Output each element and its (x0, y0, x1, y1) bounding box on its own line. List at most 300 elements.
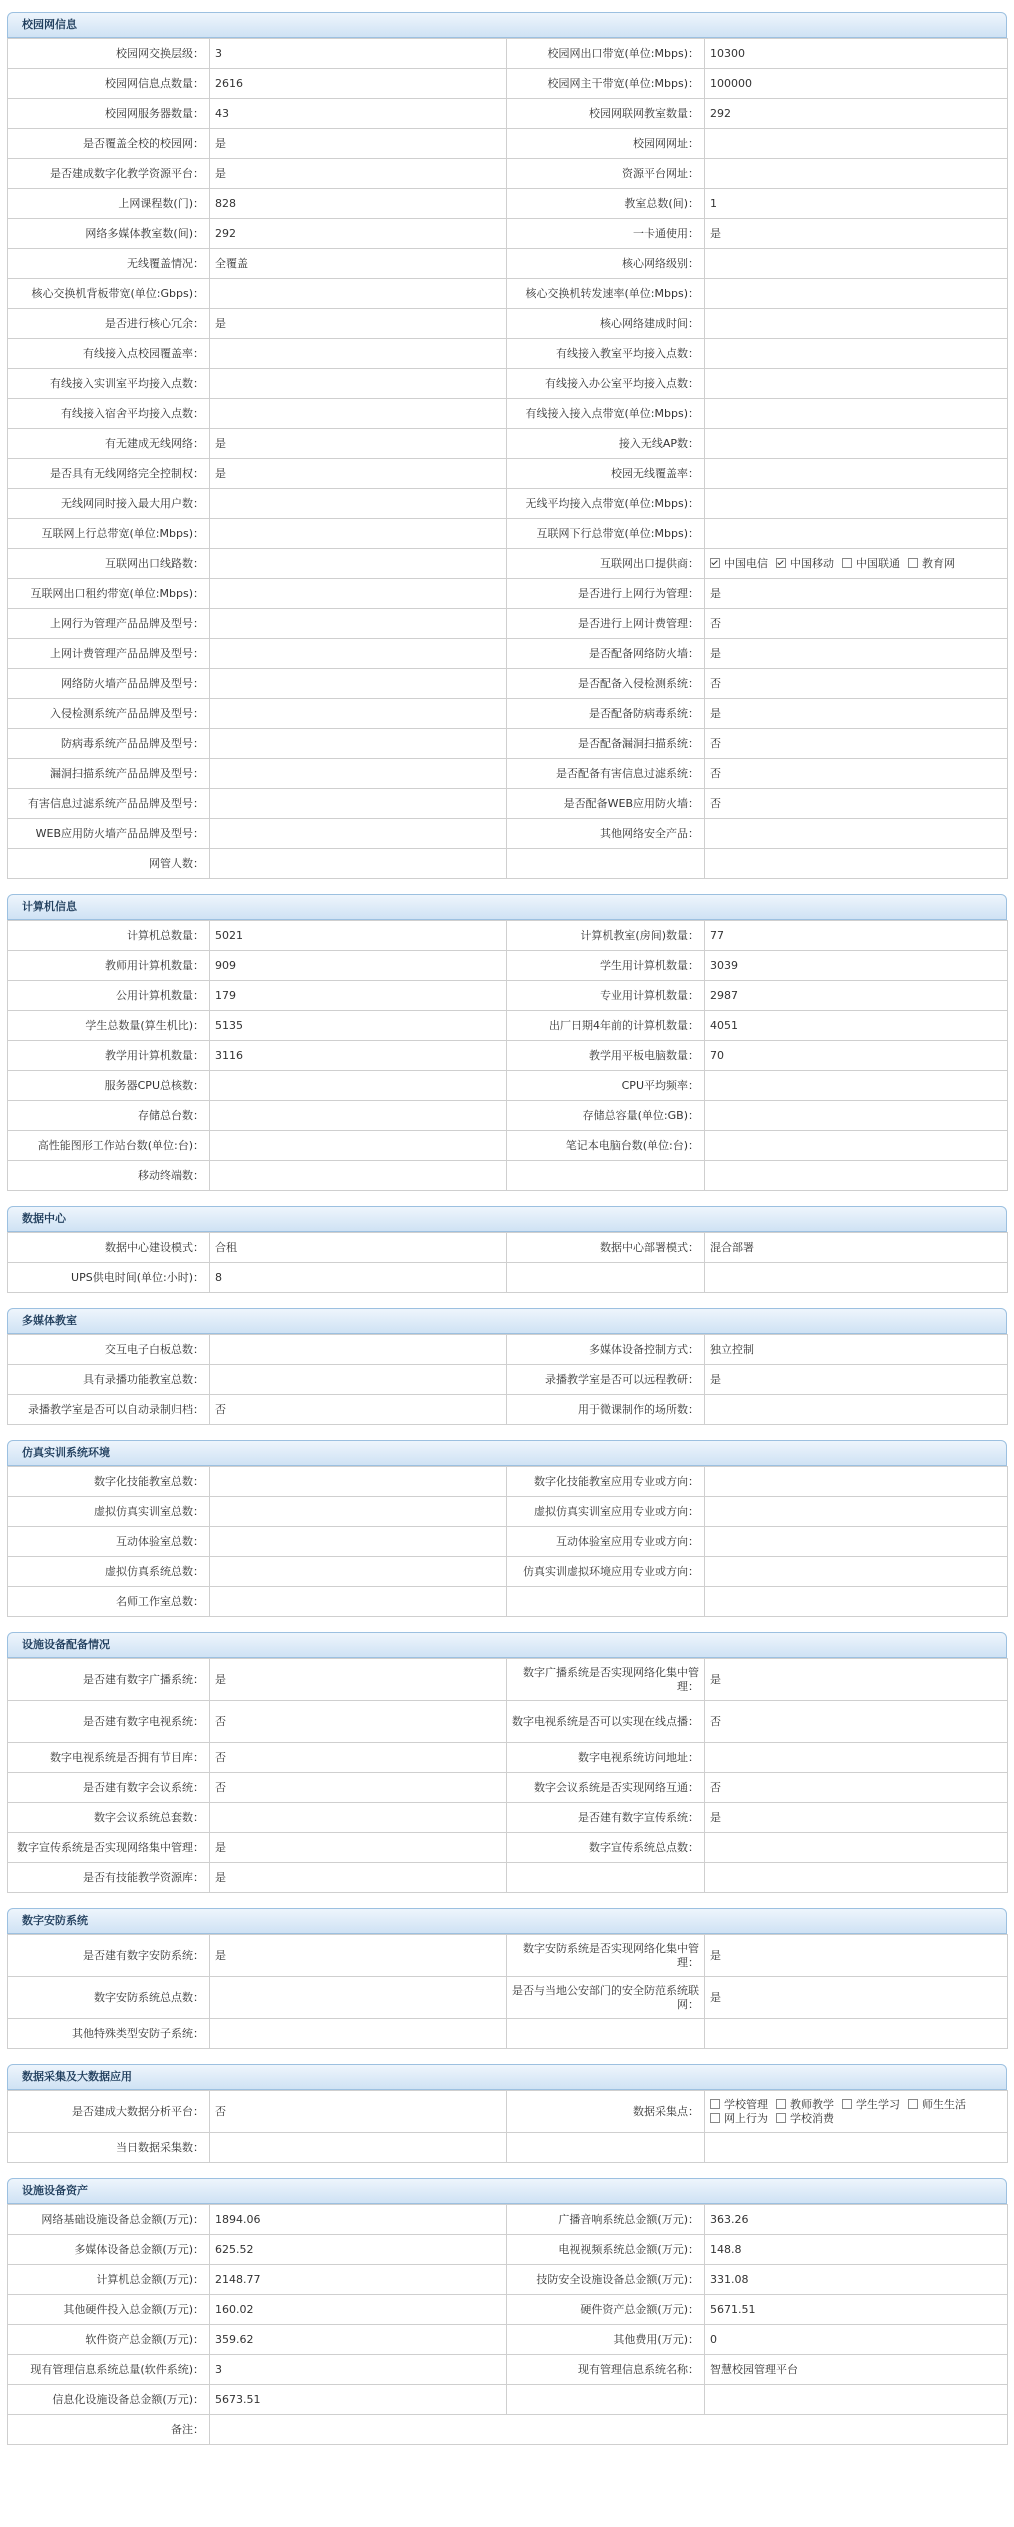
field-label (507, 1863, 705, 1893)
form-row (8, 309, 1008, 339)
field-label: 名师工作室总数： (8, 1587, 210, 1617)
field-value: 160.02 (210, 2295, 507, 2325)
field-value (210, 1527, 507, 1557)
form-row (8, 429, 1008, 459)
checkbox-option[interactable] (842, 557, 900, 571)
field-value: 否 (210, 2091, 507, 2133)
field-value (210, 369, 507, 399)
form-row (8, 99, 1008, 129)
field-value: 2987 (705, 981, 1008, 1011)
field-value: 否 (210, 1701, 507, 1743)
field-value (210, 1101, 507, 1131)
field-value: 1894.06 (210, 2205, 507, 2235)
form-row (8, 951, 1008, 981)
field-value: 100000 (705, 69, 1008, 99)
field-label: 校园网主干带宽(单位:Mbps)： (507, 69, 705, 99)
field-label: 广播音响系统总金额(万元)： (507, 2205, 705, 2235)
checkbox-unchecked-icon[interactable] (908, 558, 918, 568)
field-value: 是 (705, 219, 1008, 249)
field-value (705, 279, 1008, 309)
field-value: 909 (210, 951, 507, 981)
section-panel (7, 1206, 1007, 1293)
field-label: 是否与当地公安部门的安全防范系统联网： (507, 1977, 705, 2019)
section-panel (7, 2064, 1007, 2163)
field-label: 有线接入点校园覆盖率： (8, 339, 210, 369)
field-label: 防病毒系统产品品牌及型号： (8, 729, 210, 759)
field-value (210, 819, 507, 849)
field-label: 互联网出口提供商： (507, 549, 705, 579)
field-value (210, 1467, 507, 1497)
checkbox-option[interactable] (710, 557, 768, 571)
field-label: 核心交换机转发速率(单位:Mbps)： (507, 279, 705, 309)
field-label: 学生总数量(算生机比)： (8, 1011, 210, 1041)
field-label: 互联网下行总带宽(单位:Mbps)： (507, 519, 705, 549)
form-row (8, 669, 1008, 699)
checkbox-unchecked-icon[interactable] (842, 2099, 852, 2109)
field-value (210, 759, 507, 789)
field-value: 2616 (210, 69, 507, 99)
field-value: 是 (705, 579, 1008, 609)
section-title: 设施设备配备情况 (7, 1632, 1007, 1658)
checkbox-unchecked-icon[interactable] (908, 2099, 918, 2109)
field-value (210, 849, 507, 879)
field-value (705, 1497, 1008, 1527)
field-label: 数字电视系统是否可以实现在线点播： (507, 1701, 705, 1743)
field-label: 是否建有数字会议系统： (8, 1773, 210, 1803)
field-value (705, 459, 1008, 489)
field-label: 无线覆盖情况： (8, 249, 210, 279)
field-value: 全覆盖 (210, 249, 507, 279)
field-value (705, 519, 1008, 549)
field-value (705, 1833, 1008, 1863)
field-label: 是否进行上网计费管理： (507, 609, 705, 639)
field-value (210, 1071, 507, 1101)
form-row (8, 1833, 1008, 1863)
field-value: 合租 (210, 1233, 507, 1263)
field-label: 数字化技能教室总数： (8, 1467, 210, 1497)
field-value (210, 2133, 507, 2163)
field-value (705, 249, 1008, 279)
field-value (705, 1395, 1008, 1425)
field-value: 是 (210, 429, 507, 459)
field-value: 828 (210, 189, 507, 219)
checkbox-label: 教师教学 (790, 2097, 834, 2111)
field-value (210, 1497, 507, 1527)
field-value (210, 699, 507, 729)
field-label: 是否有技能教学资源库： (8, 1863, 210, 1893)
form-row (8, 2295, 1008, 2325)
field-label: 数字会议系统是否实现网络互通： (507, 1773, 705, 1803)
field-label: 虚拟仿真系统总数： (8, 1557, 210, 1587)
checkbox-unchecked-icon[interactable] (710, 2113, 720, 2123)
field-label: 学生用计算机数量： (507, 951, 705, 981)
field-label (507, 2133, 705, 2163)
field-value (705, 1467, 1008, 1497)
field-value (210, 549, 507, 579)
form-row (8, 339, 1008, 369)
field-label: 是否配备WEB应用防火墙： (507, 789, 705, 819)
form-row (8, 1773, 1008, 1803)
field-value: 3039 (705, 951, 1008, 981)
field-label: 现有管理信息系统总量(软件系统)： (8, 2355, 210, 2385)
form-row (8, 921, 1008, 951)
field-label: 入侵检测系统产品品牌及型号： (8, 699, 210, 729)
field-label: 数字宣传系统是否实现网络集中管理： (8, 1833, 210, 1863)
field-value (705, 819, 1008, 849)
checkbox-checked-icon[interactable] (710, 558, 720, 568)
section-panel (7, 12, 1007, 879)
checkbox-option[interactable] (710, 2112, 768, 2126)
section-table (7, 1466, 1008, 1617)
field-value: 331.08 (705, 2265, 1008, 2295)
field-value (210, 579, 507, 609)
form-row (8, 1527, 1008, 1557)
field-label: 上网行为管理产品品牌及型号： (8, 609, 210, 639)
field-value (705, 1743, 1008, 1773)
field-value (705, 399, 1008, 429)
field-value (705, 1161, 1008, 1191)
checkbox-unchecked-icon[interactable] (776, 2099, 786, 2109)
field-label: 数字广播系统是否实现网络化集中管理： (507, 1659, 705, 1701)
field-value: 否 (705, 759, 1008, 789)
section-panel (7, 1440, 1007, 1617)
field-value: 是 (210, 1659, 507, 1701)
checkbox-label: 学校消费 (790, 2111, 834, 2125)
form-row (8, 1161, 1008, 1191)
form-row (8, 2133, 1008, 2163)
field-label: 仿真实训虚拟环境应用专业或方向： (507, 1557, 705, 1587)
field-value: 3116 (210, 1041, 507, 1071)
field-label: WEB应用防火墙产品品牌及型号： (8, 819, 210, 849)
field-label: 网络基础设施设备总金额(万元)： (8, 2205, 210, 2235)
form-row (8, 981, 1008, 1011)
form-row (8, 789, 1008, 819)
form-row (8, 69, 1008, 99)
field-label: 是否配备网络防火墙： (507, 639, 705, 669)
field-value (705, 1131, 1008, 1161)
form-row (8, 1071, 1008, 1101)
field-label: 网络防火墙产品品牌及型号： (8, 669, 210, 699)
field-value (210, 519, 507, 549)
field-value: 否 (705, 1701, 1008, 1743)
section-panel (7, 894, 1007, 1191)
field-value: 否 (705, 1773, 1008, 1803)
field-label: 是否配备防病毒系统： (507, 699, 705, 729)
field-value (210, 1803, 507, 1833)
section-title: 多媒体教室 (7, 1308, 1007, 1334)
form-row (8, 1233, 1008, 1263)
field-label: 是否覆盖全校的校园网： (8, 129, 210, 159)
field-label: 互联网出口租约带宽(单位:Mbps)： (8, 579, 210, 609)
field-label: 有无建成无线网络： (8, 429, 210, 459)
field-value: 359.62 (210, 2325, 507, 2355)
checkbox-option[interactable] (776, 557, 834, 571)
checkbox-unchecked-icon[interactable] (842, 558, 852, 568)
section-title: 数字安防系统 (7, 1908, 1007, 1934)
field-value (210, 1557, 507, 1587)
form-row (8, 1131, 1008, 1161)
field-label: 是否建有数字宣传系统： (507, 1803, 705, 1833)
form-row (8, 579, 1008, 609)
field-label: 漏洞扫描系统产品品牌及型号： (8, 759, 210, 789)
field-value: 是 (705, 1659, 1008, 1701)
field-value (705, 309, 1008, 339)
field-value (210, 1161, 507, 1191)
field-label: 无线平均接入点带宽(单位:Mbps)： (507, 489, 705, 519)
field-value: 是 (210, 129, 507, 159)
field-value: 否 (210, 1743, 507, 1773)
field-value: 70 (705, 1041, 1008, 1071)
field-value (705, 1863, 1008, 1893)
field-label: 上网课程数(门)： (8, 189, 210, 219)
section-panel (7, 1632, 1007, 1893)
checkbox-label: 中国联通 (856, 556, 900, 570)
field-label: 虚拟仿真实训室应用专业或方向： (507, 1497, 705, 1527)
field-label: 移动终端数： (8, 1161, 210, 1191)
checkbox-unchecked-icon[interactable] (776, 2113, 786, 2123)
field-value (210, 1365, 507, 1395)
field-label: 数字宣传系统总点数： (507, 1833, 705, 1863)
field-value: 4051 (705, 1011, 1008, 1041)
field-value (705, 489, 1008, 519)
field-value: 8 (210, 1263, 507, 1293)
field-value: 0 (705, 2325, 1008, 2355)
field-label: 笔记本电脑台数(单位:台)： (507, 1131, 705, 1161)
field-value: 363.26 (705, 2205, 1008, 2235)
checkbox-option[interactable] (908, 557, 955, 571)
field-value: 否 (705, 789, 1008, 819)
form-row (8, 159, 1008, 189)
form-row (8, 1743, 1008, 1773)
form-row (8, 2355, 1008, 2385)
section-title: 计算机信息 (7, 894, 1007, 920)
field-value: 5673.51 (210, 2385, 507, 2415)
field-label: 数据中心建设模式： (8, 1233, 210, 1263)
field-value: 是 (705, 1365, 1008, 1395)
field-value: 是 (210, 309, 507, 339)
field-label: 是否配备有害信息过滤系统： (507, 759, 705, 789)
field-value (210, 1587, 507, 1617)
field-value (705, 1587, 1008, 1617)
checkbox-label: 学校管理 (724, 2097, 768, 2111)
field-value: 43 (210, 99, 507, 129)
section-table (7, 2090, 1008, 2163)
checkbox-label: 中国移动 (790, 556, 834, 570)
field-label: 有害信息过滤系统产品品牌及型号： (8, 789, 210, 819)
section-table (7, 1934, 1008, 2049)
field-value (210, 2019, 507, 2049)
section-title: 设施设备资产 (7, 2178, 1007, 2204)
field-value: 10300 (705, 39, 1008, 69)
field-label: 数据采集点： (507, 2091, 705, 2133)
field-value (210, 2415, 1008, 2445)
field-value (210, 1977, 507, 2019)
checkbox-label: 中国电信 (724, 556, 768, 570)
field-value: 否 (705, 609, 1008, 639)
field-label: 是否具有无线网络完全控制权： (8, 459, 210, 489)
field-value (210, 1131, 507, 1161)
field-label: 交互电子白板总数： (8, 1335, 210, 1365)
field-value: 179 (210, 981, 507, 1011)
section-panel (7, 1308, 1007, 1425)
info-form (7, 0, 1007, 2445)
checkbox-option[interactable] (842, 2098, 900, 2112)
field-value (705, 2133, 1008, 2163)
section-table (7, 1232, 1008, 1293)
field-value (705, 849, 1008, 879)
field-value: 625.52 (210, 2235, 507, 2265)
field-value: 3 (210, 2355, 507, 2385)
form-row (8, 39, 1008, 69)
field-value: 独立控制 (705, 1335, 1008, 1365)
field-value (210, 729, 507, 759)
field-label: 无线网同时接入最大用户数： (8, 489, 210, 519)
checkbox-checked-icon[interactable] (776, 558, 786, 568)
field-label: 网管人数： (8, 849, 210, 879)
field-value (210, 339, 507, 369)
field-label: 资源平台网址： (507, 159, 705, 189)
form-row (8, 1497, 1008, 1527)
field-value (705, 1071, 1008, 1101)
field-label: 录播教学室是否可以远程教研： (507, 1365, 705, 1395)
form-row (8, 1467, 1008, 1497)
field-value: 是 (210, 1863, 507, 1893)
field-value (210, 669, 507, 699)
section-table (7, 920, 1008, 1191)
checkbox-label: 学生学习 (856, 2097, 900, 2111)
field-value (210, 609, 507, 639)
field-label: 其他硬件投入总金额(万元)： (8, 2295, 210, 2325)
checkbox-unchecked-icon[interactable] (710, 2099, 720, 2109)
field-value (705, 2385, 1008, 2415)
field-label: 教学用平板电脑数量： (507, 1041, 705, 1071)
form-row (8, 1263, 1008, 1293)
checkbox-option[interactable] (908, 2098, 966, 2112)
field-label (507, 2019, 705, 2049)
field-value: 是 (210, 1833, 507, 1863)
field-value: 是 (210, 1935, 507, 1977)
field-value: 否 (705, 729, 1008, 759)
field-label: 多媒体设备控制方式： (507, 1335, 705, 1365)
field-label: 数字电视系统是否拥有节目库： (8, 1743, 210, 1773)
field-label: 信息化设施设备总金额(万元)： (8, 2385, 210, 2415)
field-label: 互动体验室应用专业或方向： (507, 1527, 705, 1557)
form-row (8, 1803, 1008, 1833)
form-row (8, 819, 1008, 849)
form-row (8, 1935, 1008, 1977)
field-label: 存储总容量(单位:GB)： (507, 1101, 705, 1131)
field-value (210, 1335, 507, 1365)
field-value: 是 (705, 1977, 1008, 2019)
section-table (7, 2204, 1008, 2445)
field-value (705, 1101, 1008, 1131)
field-label: 软件资产总金额(万元)： (8, 2325, 210, 2355)
field-label: 有线接入实训室平均接入点数： (8, 369, 210, 399)
field-value: 否 (705, 669, 1008, 699)
field-value (705, 1527, 1008, 1557)
field-label: 校园网联网教室数量： (507, 99, 705, 129)
section-title: 仿真实训系统环境 (7, 1440, 1007, 1466)
field-value: 智慧校园管理平台 (705, 2355, 1008, 2385)
field-label (507, 1263, 705, 1293)
field-label: 接入无线AP数： (507, 429, 705, 459)
field-label: 校园网出口带宽(单位:Mbps)： (507, 39, 705, 69)
field-label: 备注： (8, 2415, 210, 2445)
field-label: 数字安防系统是否实现网络化集中管理： (507, 1935, 705, 1977)
form-row (8, 1659, 1008, 1701)
field-value: 148.8 (705, 2235, 1008, 2265)
field-value: 是 (705, 639, 1008, 669)
checkbox-option[interactable] (776, 2112, 834, 2126)
field-value: 否 (210, 1395, 507, 1425)
field-label: 是否建成大数据分析平台： (8, 2091, 210, 2133)
form-row (8, 729, 1008, 759)
section-table (7, 1658, 1008, 1893)
form-row (8, 759, 1008, 789)
form-row (8, 2205, 1008, 2235)
form-row (8, 1365, 1008, 1395)
form-row (8, 249, 1008, 279)
form-row (8, 2235, 1008, 2265)
field-value: 否 (210, 1773, 507, 1803)
field-label: 计算机总数量： (8, 921, 210, 951)
checkbox-option[interactable] (710, 2098, 768, 2112)
field-label: 数字安防系统总点数： (8, 1977, 210, 2019)
field-label: 存储总台数： (8, 1101, 210, 1131)
form-row (8, 1557, 1008, 1587)
field-label: 互联网出口线路数： (8, 549, 210, 579)
checkbox-label: 师生生活 (922, 2097, 966, 2111)
section-panel (7, 2178, 1007, 2445)
field-label: 计算机教室(房间)数量： (507, 921, 705, 951)
field-label: 核心网络建成时间： (507, 309, 705, 339)
form-row (8, 459, 1008, 489)
field-label: 具有录播功能教室总数： (8, 1365, 210, 1395)
field-label: 是否进行核心冗余： (8, 309, 210, 339)
field-value (210, 399, 507, 429)
field-label: 教室总数(间)： (507, 189, 705, 219)
field-label: 核心网络级别： (507, 249, 705, 279)
field-label: 其他特殊类型安防子系统： (8, 2019, 210, 2049)
field-label: 上网计费管理产品品牌及型号： (8, 639, 210, 669)
form-row (8, 609, 1008, 639)
field-value: 混合部署 (705, 1233, 1008, 1263)
field-label: CPU平均频率： (507, 1071, 705, 1101)
form-row (8, 1863, 1008, 1893)
form-row (8, 1041, 1008, 1071)
form-row (8, 1977, 1008, 2019)
field-label: UPS供电时间(单位:小时)： (8, 1263, 210, 1293)
field-label: 虚拟仿真实训室总数： (8, 1497, 210, 1527)
field-value: 是 (705, 1803, 1008, 1833)
form-row (8, 1701, 1008, 1743)
field-label: 公用计算机数量： (8, 981, 210, 1011)
checkbox-option[interactable] (776, 2098, 834, 2112)
form-row (8, 1395, 1008, 1425)
field-label: 数据中心部署模式： (507, 1233, 705, 1263)
field-label: 互联网上行总带宽(单位:Mbps)： (8, 519, 210, 549)
form-row (8, 1011, 1008, 1041)
section-table (7, 38, 1008, 879)
form-row (8, 2415, 1008, 2445)
form-row (8, 549, 1008, 579)
field-label: 多媒体设备总金额(万元)： (8, 2235, 210, 2265)
form-row (8, 2091, 1008, 2133)
field-label: 电视视频系统总金额(万元)： (507, 2235, 705, 2265)
form-row (8, 2385, 1008, 2415)
field-value (705, 429, 1008, 459)
field-value (210, 789, 507, 819)
